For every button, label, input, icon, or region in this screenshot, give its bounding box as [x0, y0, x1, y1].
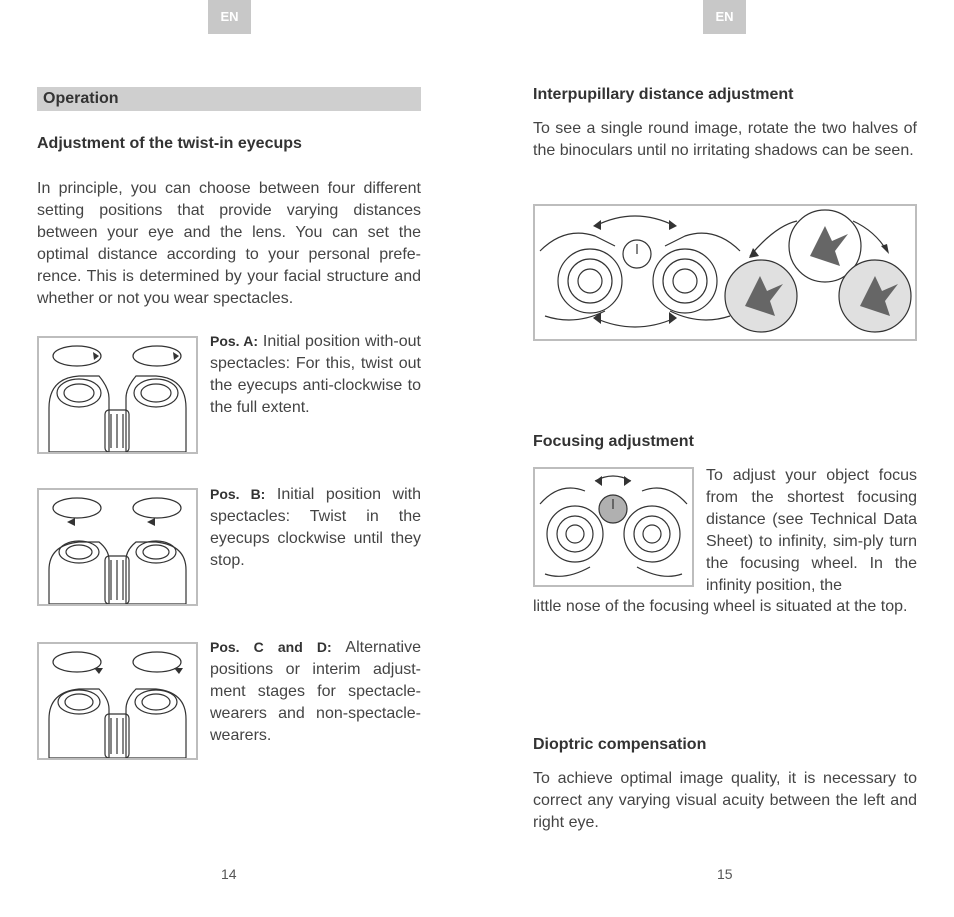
- pos-a-text: Pos. A: Initial position with-out spectacles: For this, twist out the eyecups anti-clockwise to the full extent.: [210, 333, 422, 416]
- eyecup-rotation-arrow-icon: [133, 652, 181, 672]
- bird-view-circle-illustration: [725, 210, 911, 332]
- pos-cd-figure: [37, 642, 198, 760]
- pos-b-figure: [37, 488, 198, 606]
- language-tab-left: EN: [208, 0, 251, 34]
- ipd-figure: [533, 204, 917, 341]
- focus-figure: [533, 467, 694, 587]
- eyecups-heading: Adjustment of the twist-in eyecups: [37, 135, 302, 152]
- section-title: Operation: [37, 87, 421, 111]
- dioptric-heading: Dioptric compensation: [533, 736, 707, 753]
- ipd-heading: Interpupillary distance adjustment: [533, 86, 794, 103]
- pos-cd-text: Pos. C and D: Alternative positions or interim adjust-ment stages for spectacle-wearers and non-spectacle-wearers.: [210, 639, 422, 744]
- pos-b-text: Pos. B: Initial position with spectacles: Twist in the eyecups clockwise until they stop.: [210, 486, 421, 569]
- focus-text-wrap: To adjust your object focus from the shortest focusing distance (see Technical Data Sheet) to infinity, sim-ply turn the focusing wheel. In the infinity position, the: [706, 467, 917, 594]
- ipd-text: To see a single round image, rotate the two halves of the binoculars until no irritating shadows can be seen.: [533, 120, 917, 159]
- eyecup-rotation-arrow-icon: [133, 498, 181, 518]
- dioptric-text: To achieve optimal image quality, it is necessary to correct any varying visual acuity between the left and right eye.: [533, 770, 917, 831]
- eyecup-rotation-arrow-icon: [53, 498, 101, 518]
- page-number-left: 14: [221, 866, 237, 882]
- pos-a-figure: [37, 336, 198, 454]
- eyecups-intro: In principle, you can choose between four different setting positions that provide varying distances between your eye and the lens. You can set the optimal distance according to your personal prefe-rence. This is determined by your facial structure and whether or not you wear spectacles.: [37, 180, 421, 307]
- page-number-right: 15: [717, 866, 733, 882]
- eyecup-rotation-arrow-icon: [53, 652, 101, 672]
- focus-heading: Focusing adjustment: [533, 433, 694, 450]
- hands-holding-binoculars-illustration: [540, 216, 740, 327]
- focus-text-full: little nose of the focusing wheel is situated at the top.: [533, 598, 908, 615]
- language-tab-right: EN: [703, 0, 746, 34]
